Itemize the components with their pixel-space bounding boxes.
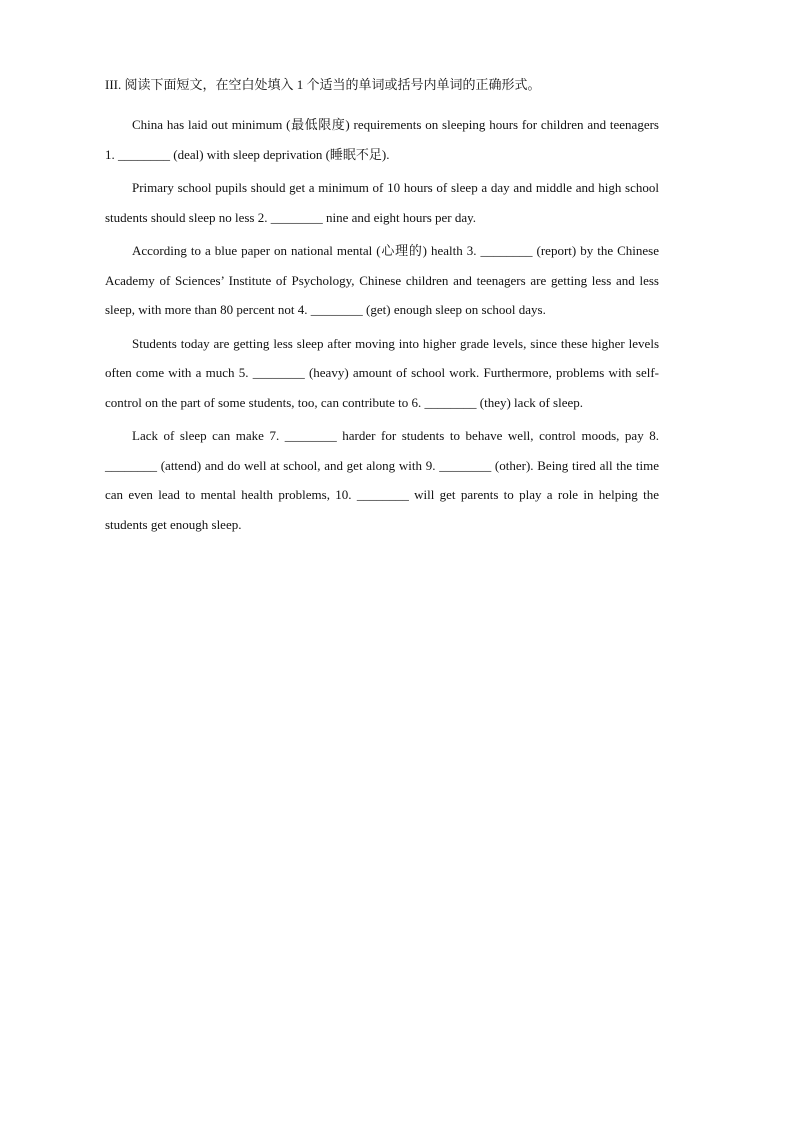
paragraph-3: According to a blue paper on national mental (心理的) health 3. ________ (report) by the Chinese Academy of Sciences’ Institute of Psychology, Chinese children and teenagers are getting less and less sleep, with more than 80 percent not 4. ________ (get) enough sleep on school days. (105, 243, 659, 317)
document-body (105, 74, 659, 543)
section-heading: III. 阅读下面短文，在空白处填入 1 个适当的单词或括号内单词的正确形式。 (105, 77, 541, 92)
paragraph-1: China has laid out minimum (最低限度) requirements on sleeping hours for children and teenagers 1. ________ (deal) with sleep deprivation (睡眠不足). (105, 117, 659, 162)
paragraph-2: Primary school pupils should get a minimum of 10 hours of sleep a day and middle and high school students should sleep no less 2. ________ nine and eight hours per day. (105, 180, 659, 225)
paragraph-4: Students today are getting less sleep after moving into higher grade levels, since these higher levels often come with a much 5. ________ (heavy) amount of school work. Furthermore, problems with self-control on the part of some students, too, can contribute to 6. ________ (they) lack of sleep. (105, 335, 659, 410)
paragraph-5: Lack of sleep can make 7. ________ harder for students to behave well, control moods, pay 8. ________ (attend) and do well at school, and get along with 9. ________ (other). Being tired all the time can even lead to mental health problems, 10. ________ will get parents to play a role in helping the students get enough sleep. (105, 428, 659, 532)
